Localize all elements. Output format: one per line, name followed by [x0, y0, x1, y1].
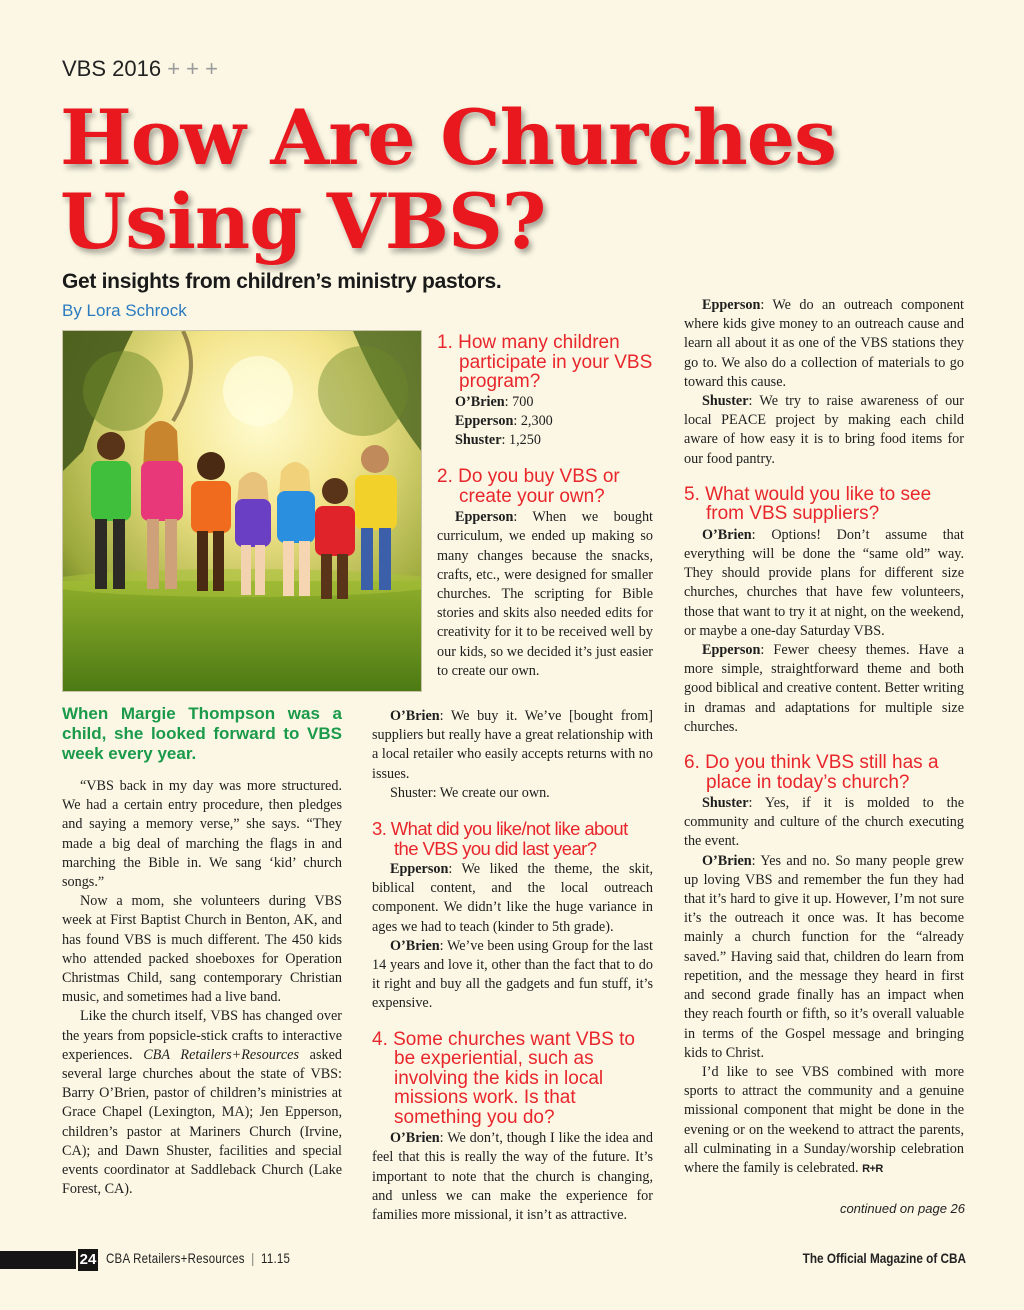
page-number: 24	[76, 1249, 98, 1271]
end-mark: R+R	[862, 1162, 883, 1175]
speaker-name: O’Brien	[390, 1130, 440, 1147]
subheadline: Get insights from children’s ministry pastors.	[62, 270, 502, 293]
photo-illustration	[63, 331, 421, 691]
publication-name: CBA Retailers+Resources	[143, 1046, 299, 1063]
answer-row	[455, 431, 653, 450]
intro-paragraph-3-start: Like the church itself, VBS has changed over the years from popsicle-stick crafts to interactive experiences.	[62, 1008, 342, 1063]
answer-text: : We try to raise awareness of our local PEACE project by making each child aware of how easy it is to bring food items for our food pantry.	[684, 393, 964, 467]
speaker-name: Shuster	[702, 393, 749, 410]
publication-title: CBA Retailers+Resources	[106, 1250, 245, 1266]
speaker-name: Epperson	[702, 297, 761, 313]
question-2-answer-obrien	[372, 707, 653, 784]
kicker-plus-marks: + + +	[167, 56, 218, 81]
question-4-answer-obrien	[372, 1129, 653, 1225]
answer-text: : We don’t, though I like the idea and feel that this is really the way of the future. It’s important to note that the church is changing, and unless we can make the experience for families more missional, it isn’t as attractive.	[372, 1130, 653, 1223]
kicker-text: VBS 2016	[62, 56, 162, 81]
footer-rule	[0, 1251, 76, 1269]
question-3-answer-epperson	[372, 860, 653, 937]
children-group-photo	[62, 330, 422, 692]
answer-text: : We do an outreach component where kids give money to an outreach cause and learn all about it as one of the VBS stations they go to. We also do a collection of materials to go toward this cause.	[684, 297, 964, 390]
answer-row	[455, 412, 653, 431]
speaker-name: Epperson	[390, 861, 449, 878]
intro-paragraph-2: Now a mom, she volunteers during VBS week at First Baptist Church in Benton, AK, and has found VBS is much different. The 450 kids who attended packed shoeboxes for Operation Christmas Child, sang contemporary Christian music, and sometimes had a live band.	[62, 893, 342, 1006]
headline-line-1: How Are Churches	[60, 93, 836, 182]
speaker-name: Epperson	[455, 412, 514, 429]
question-4-answer-epperson	[684, 296, 964, 392]
answer-row	[455, 393, 653, 412]
answer-text: : Options! Don’t assume that everything will be done the “same old” way. They should provide plans for different size churches, churches that have few volunteers, those that want to try it at night, on the weekend, or maybe a one-day Saturday VBS.	[684, 526, 964, 639]
question-5-answer-epperson	[684, 641, 964, 737]
intro-paragraph-1: “VBS back in my day was more structured. We had a certain entry procedure, then pledges and saying a memory verse,” she says. “They made a big deal of marching the flags in and marching the Bible in. We sang ‘kid’ church songs.”	[62, 778, 342, 891]
question-6-answer-shuster	[684, 794, 964, 852]
question-5-answer-obrien	[684, 526, 964, 641]
question-4-answer-shuster	[684, 392, 964, 469]
headline-line-2: Using VBS?	[60, 177, 546, 266]
closing-text: I’d like to see VBS combined with more sports to attract the community and a genuine missional component that might be done in the evening or on the weekend to attract the parents, all culminating in a Sunday/worship celebration where the family is celebrated.	[684, 1063, 964, 1176]
speaker-name: O’Brien	[702, 852, 752, 869]
answer-value: : 700	[504, 393, 534, 410]
answer-text: : We buy it. We’ve [bought from] suppliers but really have a great relationship with a local retailer who easily accepts returns with no issues.	[372, 708, 653, 782]
answer-value: : 1,250	[501, 431, 541, 448]
footer-tagline: The Official Magazine of CBA	[802, 1250, 966, 1266]
speaker-name: O’Brien	[702, 526, 752, 543]
qa-column-right	[684, 296, 964, 1179]
question-1-answers	[437, 393, 653, 451]
question-5-heading: 5. What would you like to see from VBS suppliers?	[684, 483, 932, 525]
speaker-name: O’Brien	[390, 708, 440, 724]
question-3-answer-obrien	[372, 937, 653, 1014]
footer-separator: |	[251, 1250, 255, 1266]
qa-column-upper	[437, 333, 653, 681]
intro-paragraph-3	[62, 1007, 342, 1199]
answer-value: : 2,300	[513, 412, 553, 429]
question-2-answer-epperson	[437, 508, 653, 681]
question-2-heading: 2. Do you buy VBS or create your own?	[437, 466, 620, 507]
speaker-name: Shuster	[455, 431, 502, 448]
speaker-name: Epperson	[455, 509, 514, 526]
speaker-name: O’Brien	[455, 393, 505, 410]
answer-text: : We’ve been using Group for the last 14 years and love it, other than the fact that to do it right and buy all the gadgets and fun stuff, it’s expensive.	[372, 937, 653, 1012]
question-3-heading: 3. What did you like/not like about the VBS you did last year?	[372, 818, 628, 859]
answer-text: : Yes and no. So many people grew up loving VBS and remember the fun they had that it’s hard to give it up. However, I’m not sure it’s the outreach it once was. It has become mainly a church function for the “already saved.” Having said that, children do learn from repetition, and the message they heard in first and second grade finally has an impact when they reach fourth or fifth, so it’s overall valuable in terms of the Gospel message and bringing kids to Christ.	[684, 852, 964, 1061]
section-kicker	[62, 56, 218, 82]
question-4-heading: 4. Some churches want VBS to be experiential, such as involving the kids in local missions work. Is that something you do?	[372, 1028, 635, 1128]
speaker-name: Shuster	[702, 795, 749, 812]
question-2-answer-shuster: Shuster: We create our own.	[390, 784, 550, 801]
answer-text: : We liked the theme, the skit, biblical content, and the local outreach component. We didn’t like the huge variance in ages we had to teach (kinder to 5th grade).	[372, 861, 653, 935]
issue-date: 11.15	[261, 1250, 291, 1266]
pull-quote: When Margie Thompson was a child, she looked forward to VBS week every year.	[62, 704, 342, 763]
qa-column-lower	[372, 707, 653, 1225]
headline	[60, 93, 960, 266]
question-6-heading: 6. Do you think VBS still has a place in today’s church?	[684, 752, 939, 793]
speaker-name: O’Brien	[390, 937, 440, 954]
question-6-closing	[684, 1063, 964, 1179]
intro-column	[62, 777, 342, 1199]
byline: By Lora Schrock	[62, 301, 187, 320]
intro-paragraph-3-end: asked several large churches about the state of VBS: Barry O’Brien, pastor of children’s ministries at Grace Chapel (Lexington, MA); Jen Epperson, children’s pastor at Mariners Church (Irvine, CA); and Dawn Shuster, facilities and special events coordinator at Saddleback Church (Lake Forest, CA).	[62, 1046, 342, 1198]
answer-text: : Yes, if it is molded to the community and culture of the church executing the event.	[684, 795, 964, 850]
question-1-heading: 1. How many children participate in your VBS program?	[437, 332, 653, 392]
answer-text: : When we bought curriculum, we ended up making so many changes because the snacks, crafts, etc., were designed for smaller churches. The scripting for Bible stories and skits also needed edits for creativity for it to be received well by our kids, so we decided it’s just easier to create our own.	[437, 509, 653, 679]
question-6-answer-obrien	[684, 852, 964, 1063]
footer-publication	[106, 1250, 290, 1266]
speaker-name: Epperson	[702, 642, 761, 659]
answer-text: : Fewer cheesy themes. Have a more simple, straightforward theme and both good biblical and creative content. Better writing in dramas and adaptations for multiple size churches.	[684, 642, 964, 735]
continued-link[interactable]: continued on page 26	[839, 1201, 965, 1216]
